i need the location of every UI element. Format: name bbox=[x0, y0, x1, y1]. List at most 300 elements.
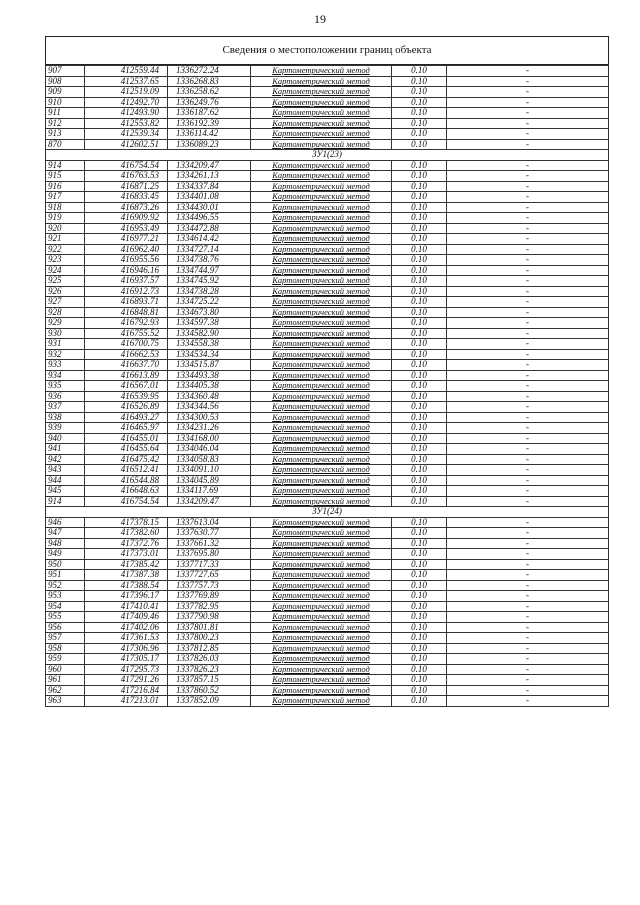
point-number-cell: 909 bbox=[46, 87, 85, 98]
point-number-cell: 914 bbox=[46, 160, 85, 171]
description-cell: - bbox=[447, 118, 609, 129]
x-coordinate-cell: 417402.06 bbox=[85, 622, 168, 633]
y-coordinate-cell: 1337852.09 bbox=[168, 696, 251, 707]
description-cell: - bbox=[447, 307, 609, 318]
precision-cell: 0.10 bbox=[392, 255, 447, 266]
y-coordinate-cell: 1334091.10 bbox=[168, 465, 251, 476]
description-cell: - bbox=[447, 171, 609, 182]
point-number-cell: 961 bbox=[46, 675, 85, 686]
y-coordinate-cell: 1337857.15 bbox=[168, 675, 251, 686]
x-coordinate-cell: 417372.76 bbox=[85, 538, 168, 549]
x-coordinate-cell: 416893.71 bbox=[85, 297, 168, 308]
x-coordinate-cell: 416833.45 bbox=[85, 192, 168, 203]
precision-cell: 0.10 bbox=[392, 465, 447, 476]
y-coordinate-cell: 1334300.53 bbox=[168, 412, 251, 423]
method-cell: Картометрический метод bbox=[251, 633, 392, 644]
description-cell: - bbox=[447, 318, 609, 329]
section-label: ЗУ1(24) bbox=[46, 507, 609, 518]
precision-cell: 0.10 bbox=[392, 118, 447, 129]
x-coordinate-cell: 417409.46 bbox=[85, 612, 168, 623]
point-number-cell: 912 bbox=[46, 118, 85, 129]
table-row bbox=[46, 423, 609, 434]
x-coordinate-cell: 416567.01 bbox=[85, 381, 168, 392]
table-row bbox=[46, 181, 609, 192]
description-cell: - bbox=[447, 202, 609, 213]
description-cell: - bbox=[447, 370, 609, 381]
precision-cell: 0.10 bbox=[392, 181, 447, 192]
point-number-cell: 920 bbox=[46, 223, 85, 234]
table-row bbox=[46, 360, 609, 371]
description-cell: - bbox=[447, 192, 609, 203]
x-coordinate-cell: 412519.09 bbox=[85, 87, 168, 98]
precision-cell: 0.10 bbox=[392, 223, 447, 234]
x-coordinate-cell: 416977.21 bbox=[85, 234, 168, 245]
x-coordinate-cell: 417295.73 bbox=[85, 664, 168, 675]
x-coordinate-cell: 416946.16 bbox=[85, 265, 168, 276]
description-cell: - bbox=[447, 633, 609, 644]
y-coordinate-cell: 1336268.83 bbox=[168, 76, 251, 87]
description-cell: - bbox=[447, 181, 609, 192]
x-coordinate-cell: 416763.53 bbox=[85, 171, 168, 182]
description-cell: - bbox=[447, 412, 609, 423]
precision-cell: 0.10 bbox=[392, 601, 447, 612]
method-cell: Картометрический метод bbox=[251, 160, 392, 171]
precision-cell: 0.10 bbox=[392, 538, 447, 549]
x-coordinate-cell: 417387.38 bbox=[85, 570, 168, 581]
description-cell: - bbox=[447, 360, 609, 371]
table-row bbox=[46, 171, 609, 182]
description-cell: - bbox=[447, 696, 609, 707]
x-coordinate-cell: 416465.97 bbox=[85, 423, 168, 434]
description-cell: - bbox=[447, 160, 609, 171]
table-row bbox=[46, 475, 609, 486]
section-header bbox=[46, 507, 609, 518]
table-row bbox=[46, 454, 609, 465]
table-row bbox=[46, 412, 609, 423]
y-coordinate-cell: 1334745.92 bbox=[168, 276, 251, 287]
y-coordinate-cell: 1334401.08 bbox=[168, 192, 251, 203]
precision-cell: 0.10 bbox=[392, 423, 447, 434]
precision-cell: 0.10 bbox=[392, 76, 447, 87]
description-cell: - bbox=[447, 538, 609, 549]
description-cell: - bbox=[447, 570, 609, 581]
table-row bbox=[46, 349, 609, 360]
description-cell: - bbox=[447, 381, 609, 392]
point-number-cell: 924 bbox=[46, 265, 85, 276]
point-number-cell: 911 bbox=[46, 108, 85, 119]
table-row bbox=[46, 139, 609, 150]
precision-cell: 0.10 bbox=[392, 591, 447, 602]
method-cell: Картометрический метод bbox=[251, 654, 392, 665]
x-coordinate-cell: 416873.26 bbox=[85, 202, 168, 213]
description-cell: - bbox=[447, 433, 609, 444]
method-cell: Картометрический метод bbox=[251, 675, 392, 686]
method-cell: Картометрический метод bbox=[251, 591, 392, 602]
point-number-cell: 870 bbox=[46, 139, 85, 150]
method-cell: Картометрический метод bbox=[251, 402, 392, 413]
description-cell: - bbox=[447, 423, 609, 434]
method-cell: Картометрический метод bbox=[251, 108, 392, 119]
description-cell: - bbox=[447, 223, 609, 234]
precision-cell: 0.10 bbox=[392, 391, 447, 402]
point-number-cell: 908 bbox=[46, 76, 85, 87]
precision-cell: 0.10 bbox=[392, 433, 447, 444]
point-number-cell: 916 bbox=[46, 181, 85, 192]
method-cell: Картометрический метод bbox=[251, 391, 392, 402]
description-cell: - bbox=[447, 265, 609, 276]
method-cell: Картометрический метод bbox=[251, 433, 392, 444]
table-row bbox=[46, 76, 609, 87]
y-coordinate-cell: 1337860.52 bbox=[168, 685, 251, 696]
table-row bbox=[46, 433, 609, 444]
method-cell: Картометрический метод bbox=[251, 360, 392, 371]
y-coordinate-cell: 1337782.95 bbox=[168, 601, 251, 612]
description-cell: - bbox=[447, 444, 609, 455]
x-coordinate-cell: 412537.65 bbox=[85, 76, 168, 87]
y-coordinate-cell: 1334673.80 bbox=[168, 307, 251, 318]
page-number: 19 bbox=[314, 12, 326, 26]
y-coordinate-cell: 1334725.22 bbox=[168, 297, 251, 308]
precision-cell: 0.10 bbox=[392, 276, 447, 287]
point-number-cell: 953 bbox=[46, 591, 85, 602]
y-coordinate-cell: 1337769.89 bbox=[168, 591, 251, 602]
description-cell: - bbox=[447, 486, 609, 497]
y-coordinate-cell: 1336089.23 bbox=[168, 139, 251, 150]
precision-cell: 0.10 bbox=[392, 129, 447, 140]
table-row bbox=[46, 559, 609, 570]
precision-cell: 0.10 bbox=[392, 160, 447, 171]
description-cell: - bbox=[447, 244, 609, 255]
point-number-cell: 922 bbox=[46, 244, 85, 255]
method-cell: Картометрический метод bbox=[251, 559, 392, 570]
precision-cell: 0.10 bbox=[392, 286, 447, 297]
method-cell: Картометрический метод bbox=[251, 328, 392, 339]
precision-cell: 0.10 bbox=[392, 328, 447, 339]
table-row bbox=[46, 654, 609, 665]
point-number-cell: 960 bbox=[46, 664, 85, 675]
table-row bbox=[46, 612, 609, 623]
description-cell: - bbox=[447, 402, 609, 413]
x-coordinate-cell: 416754.54 bbox=[85, 160, 168, 171]
precision-cell: 0.10 bbox=[392, 360, 447, 371]
point-number-cell: 935 bbox=[46, 381, 85, 392]
point-number-cell: 925 bbox=[46, 276, 85, 287]
x-coordinate-cell: 412553.82 bbox=[85, 118, 168, 129]
precision-cell: 0.10 bbox=[392, 654, 447, 665]
x-coordinate-cell: 416455.01 bbox=[85, 433, 168, 444]
method-cell: Картометрический метод bbox=[251, 276, 392, 287]
document-frame bbox=[45, 36, 609, 707]
method-cell: Картометрический метод bbox=[251, 307, 392, 318]
y-coordinate-cell: 1334405.38 bbox=[168, 381, 251, 392]
table-row bbox=[46, 528, 609, 539]
table-row bbox=[46, 675, 609, 686]
method-cell: Картометрический метод bbox=[251, 381, 392, 392]
y-coordinate-cell: 1337790.98 bbox=[168, 612, 251, 623]
method-cell: Картометрический метод bbox=[251, 549, 392, 560]
y-coordinate-cell: 1336249.76 bbox=[168, 97, 251, 108]
method-cell: Картометрический метод bbox=[251, 664, 392, 675]
table-row bbox=[46, 444, 609, 455]
point-number-cell: 919 bbox=[46, 213, 85, 224]
description-cell: - bbox=[447, 496, 609, 507]
description-cell: - bbox=[447, 255, 609, 266]
y-coordinate-cell: 1334472.88 bbox=[168, 223, 251, 234]
table-row bbox=[46, 633, 609, 644]
precision-cell: 0.10 bbox=[392, 685, 447, 696]
precision-cell: 0.10 bbox=[392, 244, 447, 255]
description-cell: - bbox=[447, 591, 609, 602]
description-cell: - bbox=[447, 276, 609, 287]
table-row bbox=[46, 192, 609, 203]
method-cell: Картометрический метод bbox=[251, 286, 392, 297]
y-coordinate-cell: 1334046.04 bbox=[168, 444, 251, 455]
method-cell: Картометрический метод bbox=[251, 223, 392, 234]
precision-cell: 0.10 bbox=[392, 318, 447, 329]
y-coordinate-cell: 1334496.55 bbox=[168, 213, 251, 224]
point-number-cell: 913 bbox=[46, 129, 85, 140]
boundary-table bbox=[45, 65, 609, 707]
precision-cell: 0.10 bbox=[392, 475, 447, 486]
description-cell: - bbox=[447, 76, 609, 87]
x-coordinate-cell: 416512.41 bbox=[85, 465, 168, 476]
description-cell: - bbox=[447, 580, 609, 591]
table-row bbox=[46, 118, 609, 129]
precision-cell: 0.10 bbox=[392, 381, 447, 392]
x-coordinate-cell: 416700.75 bbox=[85, 339, 168, 350]
point-number-cell: 939 bbox=[46, 423, 85, 434]
precision-cell: 0.10 bbox=[392, 349, 447, 360]
description-cell: - bbox=[447, 349, 609, 360]
point-number-cell: 955 bbox=[46, 612, 85, 623]
method-cell: Картометрический метод bbox=[251, 475, 392, 486]
point-number-cell: 938 bbox=[46, 412, 85, 423]
method-cell: Картометрический метод bbox=[251, 423, 392, 434]
precision-cell: 0.10 bbox=[392, 559, 447, 570]
description-cell: - bbox=[447, 286, 609, 297]
y-coordinate-cell: 1336272.24 bbox=[168, 66, 251, 77]
x-coordinate-cell: 417213.01 bbox=[85, 696, 168, 707]
precision-cell: 0.10 bbox=[392, 496, 447, 507]
y-coordinate-cell: 1337812.85 bbox=[168, 643, 251, 654]
x-coordinate-cell: 417396.17 bbox=[85, 591, 168, 602]
method-cell: Картометрический метод bbox=[251, 202, 392, 213]
x-coordinate-cell: 417291.26 bbox=[85, 675, 168, 686]
method-cell: Картометрический метод bbox=[251, 465, 392, 476]
point-number-cell: 963 bbox=[46, 696, 85, 707]
x-coordinate-cell: 416526.89 bbox=[85, 402, 168, 413]
precision-cell: 0.10 bbox=[392, 213, 447, 224]
description-cell: - bbox=[447, 654, 609, 665]
point-number-cell: 948 bbox=[46, 538, 85, 549]
x-coordinate-cell: 412602.51 bbox=[85, 139, 168, 150]
description-cell: - bbox=[447, 685, 609, 696]
precision-cell: 0.10 bbox=[392, 454, 447, 465]
description-cell: - bbox=[447, 601, 609, 612]
table-row bbox=[46, 339, 609, 350]
precision-cell: 0.10 bbox=[392, 297, 447, 308]
table-row bbox=[46, 307, 609, 318]
point-number-cell: 962 bbox=[46, 685, 85, 696]
point-number-cell: 940 bbox=[46, 433, 85, 444]
table-row bbox=[46, 255, 609, 266]
precision-cell: 0.10 bbox=[392, 66, 447, 77]
description-cell: - bbox=[447, 87, 609, 98]
table-row bbox=[46, 370, 609, 381]
precision-cell: 0.10 bbox=[392, 643, 447, 654]
method-cell: Картометрический метод bbox=[251, 496, 392, 507]
method-cell: Картометрический метод bbox=[251, 339, 392, 350]
point-number-cell: 931 bbox=[46, 339, 85, 350]
precision-cell: 0.10 bbox=[392, 633, 447, 644]
precision-cell: 0.10 bbox=[392, 549, 447, 560]
description-cell: - bbox=[447, 108, 609, 119]
x-coordinate-cell: 412492.70 bbox=[85, 97, 168, 108]
x-coordinate-cell: 416475.42 bbox=[85, 454, 168, 465]
point-number-cell: 929 bbox=[46, 318, 85, 329]
x-coordinate-cell: 416637.70 bbox=[85, 360, 168, 371]
precision-cell: 0.10 bbox=[392, 622, 447, 633]
precision-cell: 0.10 bbox=[392, 580, 447, 591]
point-number-cell: 921 bbox=[46, 234, 85, 245]
table-row bbox=[46, 622, 609, 633]
y-coordinate-cell: 1334738.76 bbox=[168, 255, 251, 266]
y-coordinate-cell: 1334168.00 bbox=[168, 433, 251, 444]
x-coordinate-cell: 412493.90 bbox=[85, 108, 168, 119]
y-coordinate-cell: 1337695.80 bbox=[168, 549, 251, 560]
precision-cell: 0.10 bbox=[392, 139, 447, 150]
description-cell: - bbox=[447, 559, 609, 570]
y-coordinate-cell: 1334209.47 bbox=[168, 496, 251, 507]
method-cell: Картометрический метод bbox=[251, 412, 392, 423]
x-coordinate-cell: 417216.84 bbox=[85, 685, 168, 696]
method-cell: Картометрический метод bbox=[251, 612, 392, 623]
method-cell: Картометрический метод bbox=[251, 318, 392, 329]
method-cell: Картометрический метод bbox=[251, 454, 392, 465]
method-cell: Картометрический метод bbox=[251, 622, 392, 633]
method-cell: Картометрический метод bbox=[251, 244, 392, 255]
table-row bbox=[46, 223, 609, 234]
table-row bbox=[46, 591, 609, 602]
table-row bbox=[46, 244, 609, 255]
precision-cell: 0.10 bbox=[392, 307, 447, 318]
precision-cell: 0.10 bbox=[392, 97, 447, 108]
point-number-cell: 943 bbox=[46, 465, 85, 476]
y-coordinate-cell: 1334058.83 bbox=[168, 454, 251, 465]
table-row bbox=[46, 234, 609, 245]
x-coordinate-cell: 416848.81 bbox=[85, 307, 168, 318]
point-number-cell: 954 bbox=[46, 601, 85, 612]
point-number-cell: 949 bbox=[46, 549, 85, 560]
precision-cell: 0.10 bbox=[392, 202, 447, 213]
point-number-cell: 930 bbox=[46, 328, 85, 339]
x-coordinate-cell: 417382.60 bbox=[85, 528, 168, 539]
y-coordinate-cell: 1337757.73 bbox=[168, 580, 251, 591]
method-cell: Картометрический метод bbox=[251, 66, 392, 77]
point-number-cell: 952 bbox=[46, 580, 85, 591]
method-cell: Картометрический метод bbox=[251, 255, 392, 266]
description-cell: - bbox=[447, 297, 609, 308]
description-cell: - bbox=[447, 454, 609, 465]
table-row bbox=[46, 328, 609, 339]
precision-cell: 0.10 bbox=[392, 402, 447, 413]
table-row bbox=[46, 97, 609, 108]
x-coordinate-cell: 417361.53 bbox=[85, 633, 168, 644]
point-number-cell: 942 bbox=[46, 454, 85, 465]
table-row bbox=[46, 664, 609, 675]
x-coordinate-cell: 416937.57 bbox=[85, 276, 168, 287]
y-coordinate-cell: 1334337.84 bbox=[168, 181, 251, 192]
point-number-cell: 941 bbox=[46, 444, 85, 455]
table-row bbox=[46, 486, 609, 497]
method-cell: Картометрический метод bbox=[251, 685, 392, 696]
point-number-cell: 947 bbox=[46, 528, 85, 539]
precision-cell: 0.10 bbox=[392, 486, 447, 497]
description-cell: - bbox=[447, 391, 609, 402]
precision-cell: 0.10 bbox=[392, 171, 447, 182]
point-number-cell: 936 bbox=[46, 391, 85, 402]
description-cell: - bbox=[447, 465, 609, 476]
point-number-cell: 933 bbox=[46, 360, 85, 371]
description-cell: - bbox=[447, 528, 609, 539]
point-number-cell: 932 bbox=[46, 349, 85, 360]
table-row bbox=[46, 549, 609, 560]
table-row bbox=[46, 286, 609, 297]
y-coordinate-cell: 1337630.77 bbox=[168, 528, 251, 539]
method-cell: Картометрический метод bbox=[251, 265, 392, 276]
section-label: ЗУ1(23) bbox=[46, 150, 609, 161]
precision-cell: 0.10 bbox=[392, 528, 447, 539]
point-number-cell: 951 bbox=[46, 570, 85, 581]
method-cell: Картометрический метод bbox=[251, 118, 392, 129]
y-coordinate-cell: 1334045.89 bbox=[168, 475, 251, 486]
table-row bbox=[46, 66, 609, 77]
description-cell: - bbox=[447, 612, 609, 623]
point-number-cell: 956 bbox=[46, 622, 85, 633]
table-row bbox=[46, 402, 609, 413]
x-coordinate-cell: 417388.54 bbox=[85, 580, 168, 591]
method-cell: Картометрический метод bbox=[251, 696, 392, 707]
x-coordinate-cell: 416544.88 bbox=[85, 475, 168, 486]
x-coordinate-cell: 416613.89 bbox=[85, 370, 168, 381]
point-number-cell: 914 bbox=[46, 496, 85, 507]
x-coordinate-cell: 416871.25 bbox=[85, 181, 168, 192]
y-coordinate-cell: 1337800.23 bbox=[168, 633, 251, 644]
section-header bbox=[46, 150, 609, 161]
table-row bbox=[46, 517, 609, 528]
description-cell: - bbox=[447, 664, 609, 675]
x-coordinate-cell: 416962.40 bbox=[85, 244, 168, 255]
precision-cell: 0.10 bbox=[392, 87, 447, 98]
description-cell: - bbox=[447, 213, 609, 224]
y-coordinate-cell: 1337826.03 bbox=[168, 654, 251, 665]
method-cell: Картометрический метод bbox=[251, 517, 392, 528]
description-cell: - bbox=[447, 139, 609, 150]
x-coordinate-cell: 416539.95 bbox=[85, 391, 168, 402]
precision-cell: 0.10 bbox=[392, 444, 447, 455]
y-coordinate-cell: 1334360.48 bbox=[168, 391, 251, 402]
point-number-cell: 945 bbox=[46, 486, 85, 497]
method-cell: Картометрический метод bbox=[251, 570, 392, 581]
method-cell: Картометрический метод bbox=[251, 349, 392, 360]
description-cell: - bbox=[447, 66, 609, 77]
y-coordinate-cell: 1334558.38 bbox=[168, 339, 251, 350]
table-row bbox=[46, 108, 609, 119]
table-row bbox=[46, 570, 609, 581]
method-cell: Картометрический метод bbox=[251, 643, 392, 654]
table-row bbox=[46, 318, 609, 329]
y-coordinate-cell: 1334744.97 bbox=[168, 265, 251, 276]
